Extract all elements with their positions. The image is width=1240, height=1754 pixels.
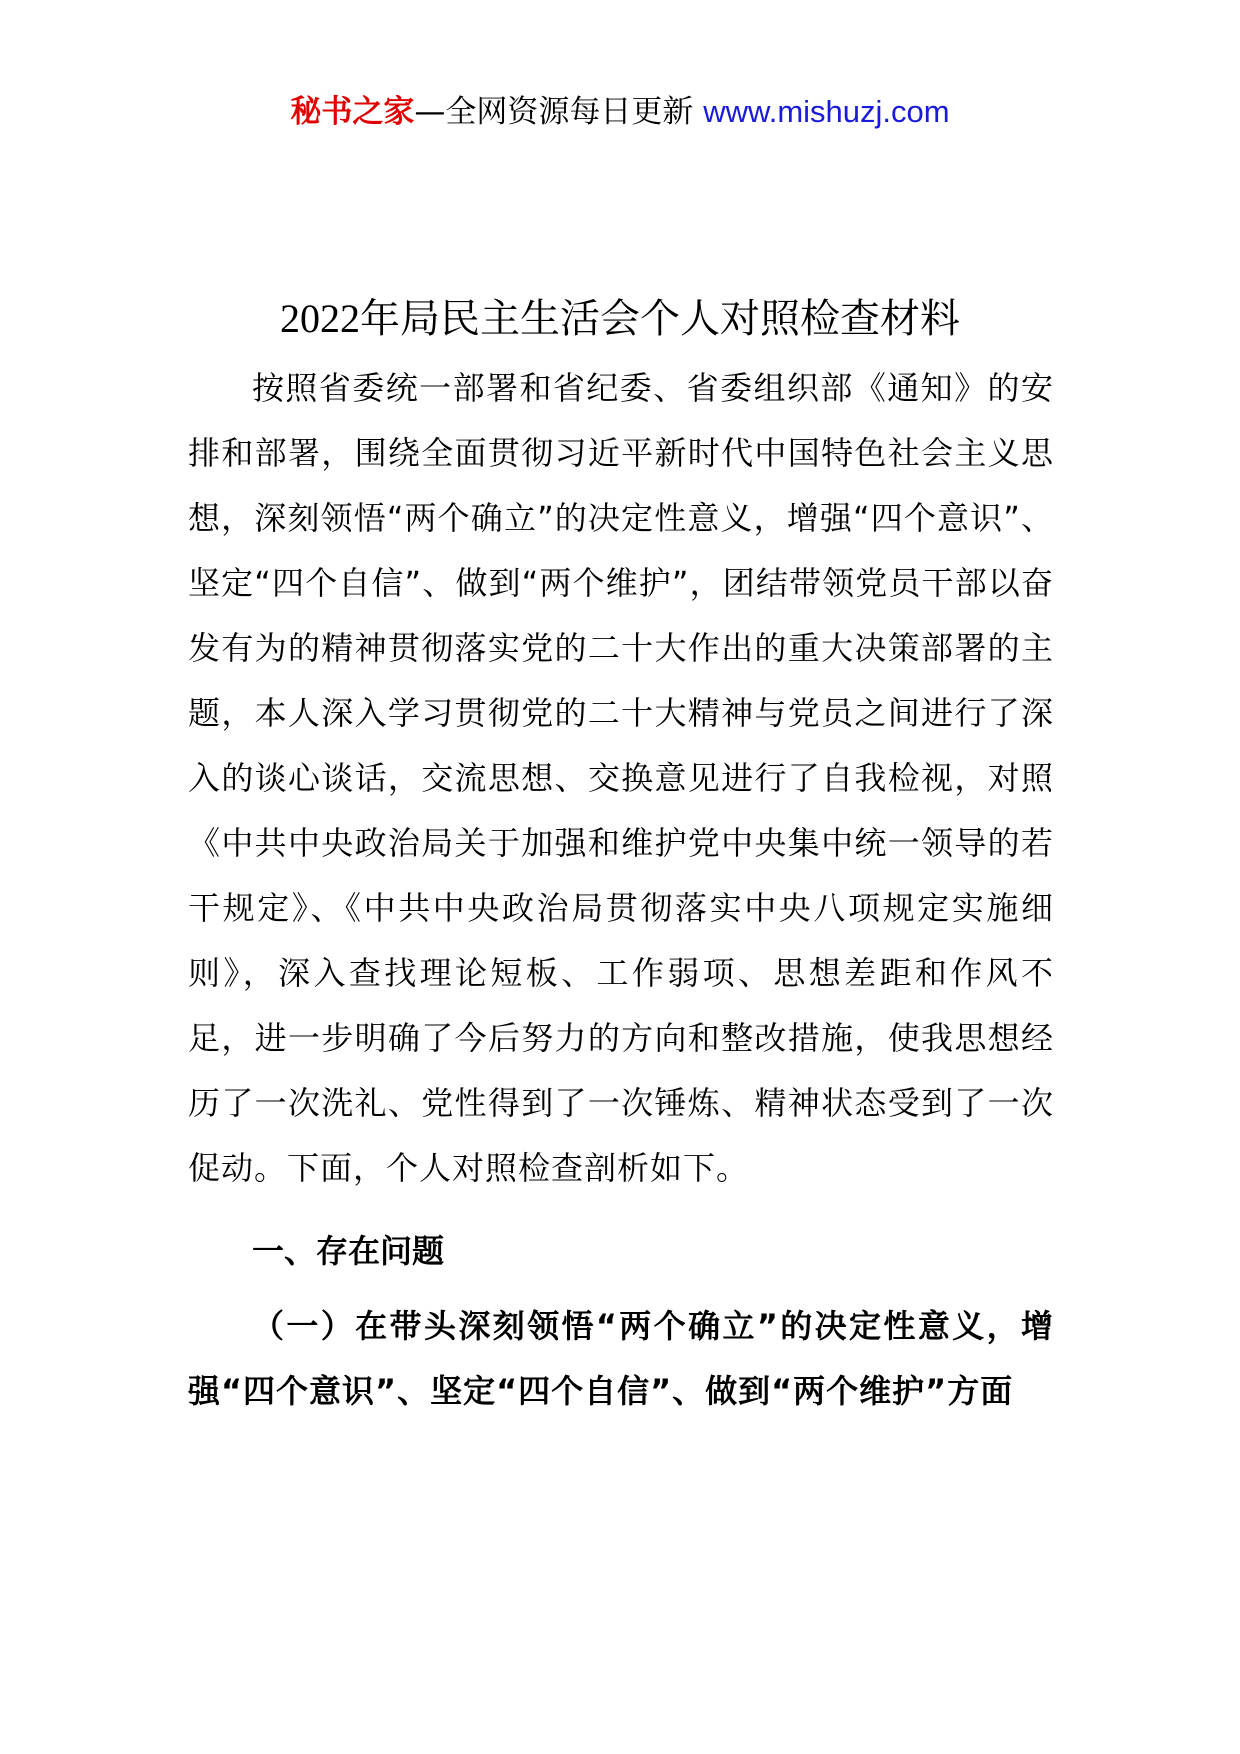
subsection-heading-1: （一）在带头深刻领悟“两个确立”的决定性意义，增强“四个意识”、坚定“四个自信”、做到“两个维护”方面 — [188, 1307, 1054, 1410]
section-heading-issues: 一、存在问题 — [252, 1232, 445, 1270]
document-title-year: 2022 — [280, 296, 360, 341]
document-title — [0, 292, 1240, 346]
intro-paragraph: 按照省委统一部署和省纪委、省委组织部《通知》的安排和部署，围绕全面贯彻习近平新时代中国特色社会主义思想，深刻领悟“两个确立”的决定性意义，增强“四个意识”、坚定“四个自信”、做到“两个维护”，团结带领党员干部以奋发有为的精神贯彻落实党的二十大作出的重大决策部署的主题，本人深入学习贯彻党的二十大精神与党员之间进行了深入的谈心谈话，交流思想、交换意见进行了自我检视，对照《中共中央政治局关于加强和维护党中央集中统一领导的若干规定》、《中共中央政治局贯彻落实中央八项规定实施细则》，深入查找理论短板、工作弱项、思想差距和作风不足，进一步明确了今后努力的方向和整改措施，使我思想经历了一次洗礼、党性得到了一次锤炼、精神状态受到了一次促动。下面，个人对照检查剖析如下。 — [188, 369, 1054, 1187]
site-tagline: —全网资源每日更新 — [414, 94, 704, 130]
site-header-banner — [0, 92, 1240, 132]
document-title-text: 年局民主生活会个人对照检查材料 — [360, 296, 960, 342]
site-url-link[interactable]: www.mishuzj.com — [703, 94, 950, 129]
site-brand-name: 秘书之家 — [290, 94, 415, 130]
document-body — [188, 356, 1054, 1424]
